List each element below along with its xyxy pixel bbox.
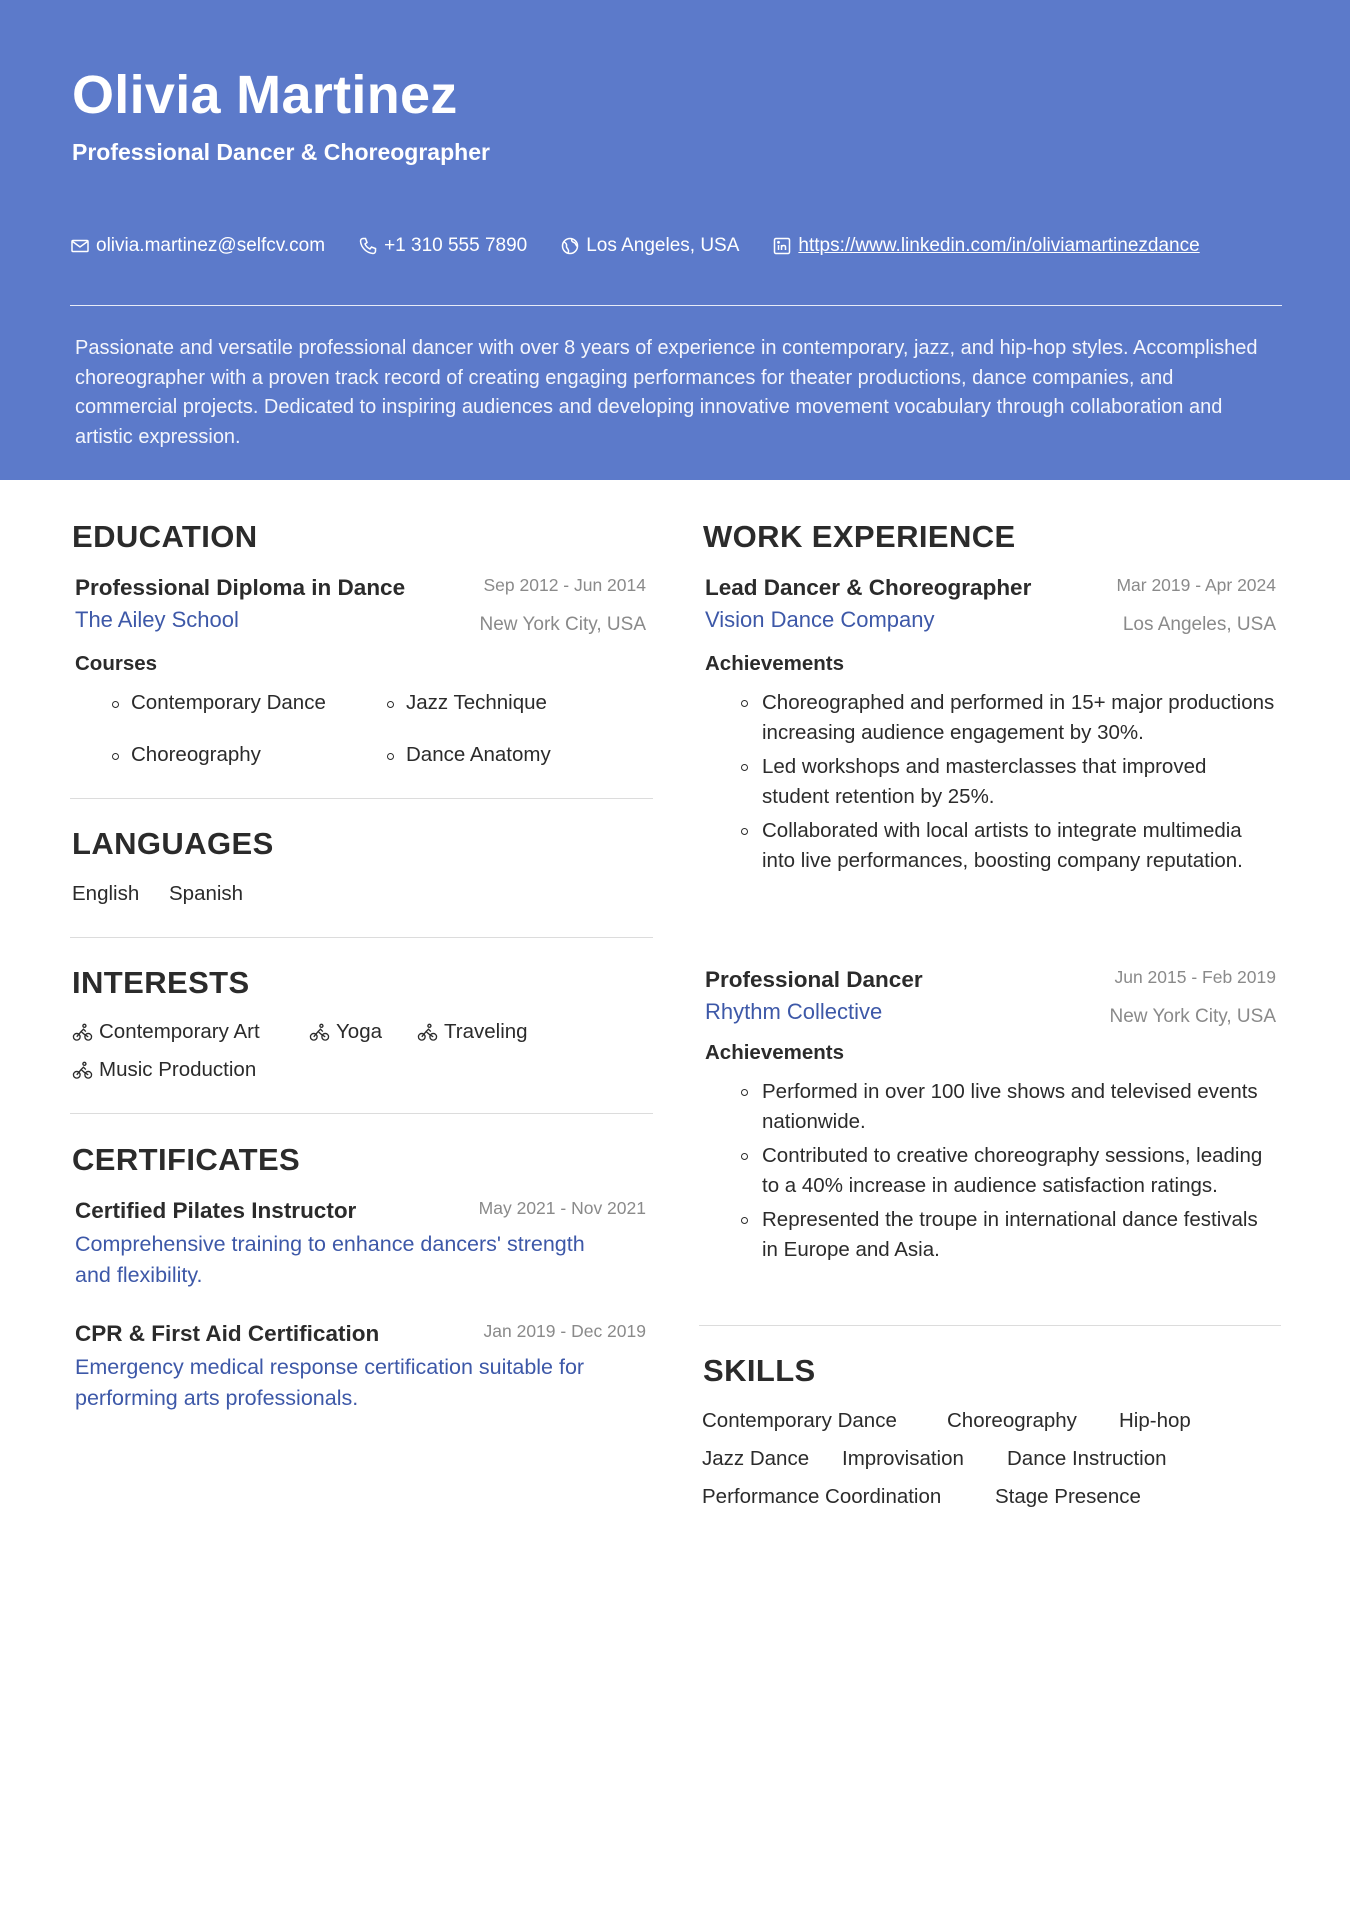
skill-item: Choreography — [947, 1409, 1077, 1432]
achievements-list — [705, 1077, 1275, 1270]
certificate-title: Certified Pilates Instructor — [75, 1198, 357, 1223]
job-dates: Jun 2015 - Feb 2019 — [1114, 967, 1276, 987]
linkedin-icon — [772, 236, 792, 256]
skill-item: Dance Instruction — [1007, 1447, 1167, 1470]
section-divider — [70, 798, 653, 799]
candidate-title: Professional Dancer & Choreographer — [72, 139, 490, 165]
section-divider — [70, 1113, 653, 1114]
interests-heading: INTERESTS — [72, 965, 250, 1000]
phone-icon — [358, 236, 378, 256]
achievement-item: Contributed to creative choreography sessions, leading to a 40% increase in audience satisfaction ratings. — [705, 1141, 1275, 1200]
achievement-item: Collaborated with local artists to integrate multimedia into live performances, boosting company reputation. — [705, 816, 1275, 875]
certificate-dates: May 2021 - Nov 2021 — [478, 1198, 646, 1218]
location-text: Los Angeles, USA — [586, 235, 740, 256]
bike-icon — [72, 1060, 93, 1081]
globe-icon — [560, 236, 580, 256]
skill-item: Improvisation — [842, 1447, 964, 1470]
interest-item: Music Production — [72, 1058, 256, 1083]
achievements-label: Achievements — [705, 652, 845, 675]
job-company: Rhythm Collective — [705, 999, 883, 1024]
language-item: Spanish — [169, 882, 244, 905]
course-item: Dance Anatomy — [350, 743, 551, 768]
bike-icon — [309, 1022, 330, 1043]
certificate-description: Comprehensive training to enhance dancers' strength and flexibility. — [75, 1232, 585, 1287]
section-divider — [699, 1325, 1281, 1326]
certificate-dates: Jan 2019 - Dec 2019 — [483, 1321, 646, 1341]
job-title: Lead Dancer & Choreographer — [705, 575, 1032, 600]
education-degree: Professional Diploma in Dance — [75, 575, 406, 600]
education-school: The Ailey School — [75, 607, 239, 632]
languages-heading: LANGUAGES — [72, 826, 274, 861]
course-item: Choreography — [75, 743, 261, 768]
achievement-item: Represented the troupe in international dance festivals in Europe and Asia. — [705, 1205, 1275, 1264]
achievement-item: Choreographed and performed in 15+ major productions increasing audience engagement by 30%. — [705, 688, 1275, 747]
phone-text: +1 310 555 7890 — [384, 235, 528, 256]
achievements-label: Achievements — [705, 1041, 845, 1064]
job-location: New York City, USA — [1109, 1006, 1276, 1027]
profile-summary: Passionate and versatile professional dancer with over 8 years of experience in contemporary, jazz, and hip-hop styles. Accomplished choreographer with a proven track record of creating engaging performances for theater productions, dance companies, and commercial projects. Dedicated to inspiring audiences and developing innovative movement vocabulary through collaboration and artistic expression. — [75, 337, 1258, 448]
mail-icon — [70, 236, 90, 256]
education-dates: Sep 2012 - Jun 2014 — [483, 575, 646, 595]
certificate-description: Emergency medical response certification suitable for performing arts professionals. — [75, 1355, 585, 1410]
education-heading: EDUCATION — [72, 519, 258, 554]
courses-label: Courses — [75, 652, 158, 675]
candidate-name: Olivia Martinez — [72, 65, 458, 125]
contact-row — [70, 231, 1233, 261]
certificate-title: CPR & First Aid Certification — [75, 1321, 380, 1346]
certificates-heading: CERTIFICATES — [72, 1142, 301, 1177]
bike-icon — [417, 1022, 438, 1043]
interest-item: Contemporary Art — [72, 1020, 260, 1045]
skills-heading: SKILLS — [703, 1353, 816, 1388]
job-title: Professional Dancer — [705, 967, 923, 992]
linkedin-link[interactable]: https://www.linkedin.com/in/oliviamartinezdance — [798, 235, 1200, 256]
bike-icon — [72, 1022, 93, 1043]
job-dates: Mar 2019 - Apr 2024 — [1116, 575, 1276, 595]
interest-item: Yoga — [309, 1020, 382, 1045]
interest-item: Traveling — [417, 1020, 528, 1045]
contact-location — [560, 235, 739, 257]
work-heading: WORK EXPERIENCE — [703, 519, 1016, 554]
achievements-list — [705, 688, 1275, 881]
skill-item: Jazz Dance — [702, 1447, 810, 1470]
contact-linkedin[interactable] — [772, 235, 1199, 257]
skill-item: Stage Presence — [995, 1485, 1141, 1508]
achievement-item: Led workshops and masterclasses that improved student retention by 25%. — [705, 752, 1275, 811]
contact-phone[interactable] — [358, 235, 527, 257]
skill-item: Contemporary Dance — [702, 1409, 897, 1432]
header-divider — [70, 305, 1282, 306]
contact-email[interactable] — [70, 235, 325, 257]
course-item: Contemporary Dance — [75, 691, 326, 716]
job-location: Los Angeles, USA — [1122, 614, 1276, 635]
course-item: Jazz Technique — [350, 691, 547, 716]
job-company: Vision Dance Company — [705, 607, 935, 632]
language-item: English — [72, 882, 140, 905]
section-divider — [70, 937, 653, 938]
resume-header — [0, 0, 1350, 480]
achievement-item: Performed in over 100 live shows and televised events nationwide. — [705, 1077, 1275, 1136]
skill-item: Performance Coordination — [702, 1485, 942, 1508]
education-location: New York City, USA — [479, 614, 646, 635]
email-text: olivia.martinez@selfcv.com — [96, 235, 326, 256]
skill-item: Hip-hop — [1119, 1409, 1191, 1432]
